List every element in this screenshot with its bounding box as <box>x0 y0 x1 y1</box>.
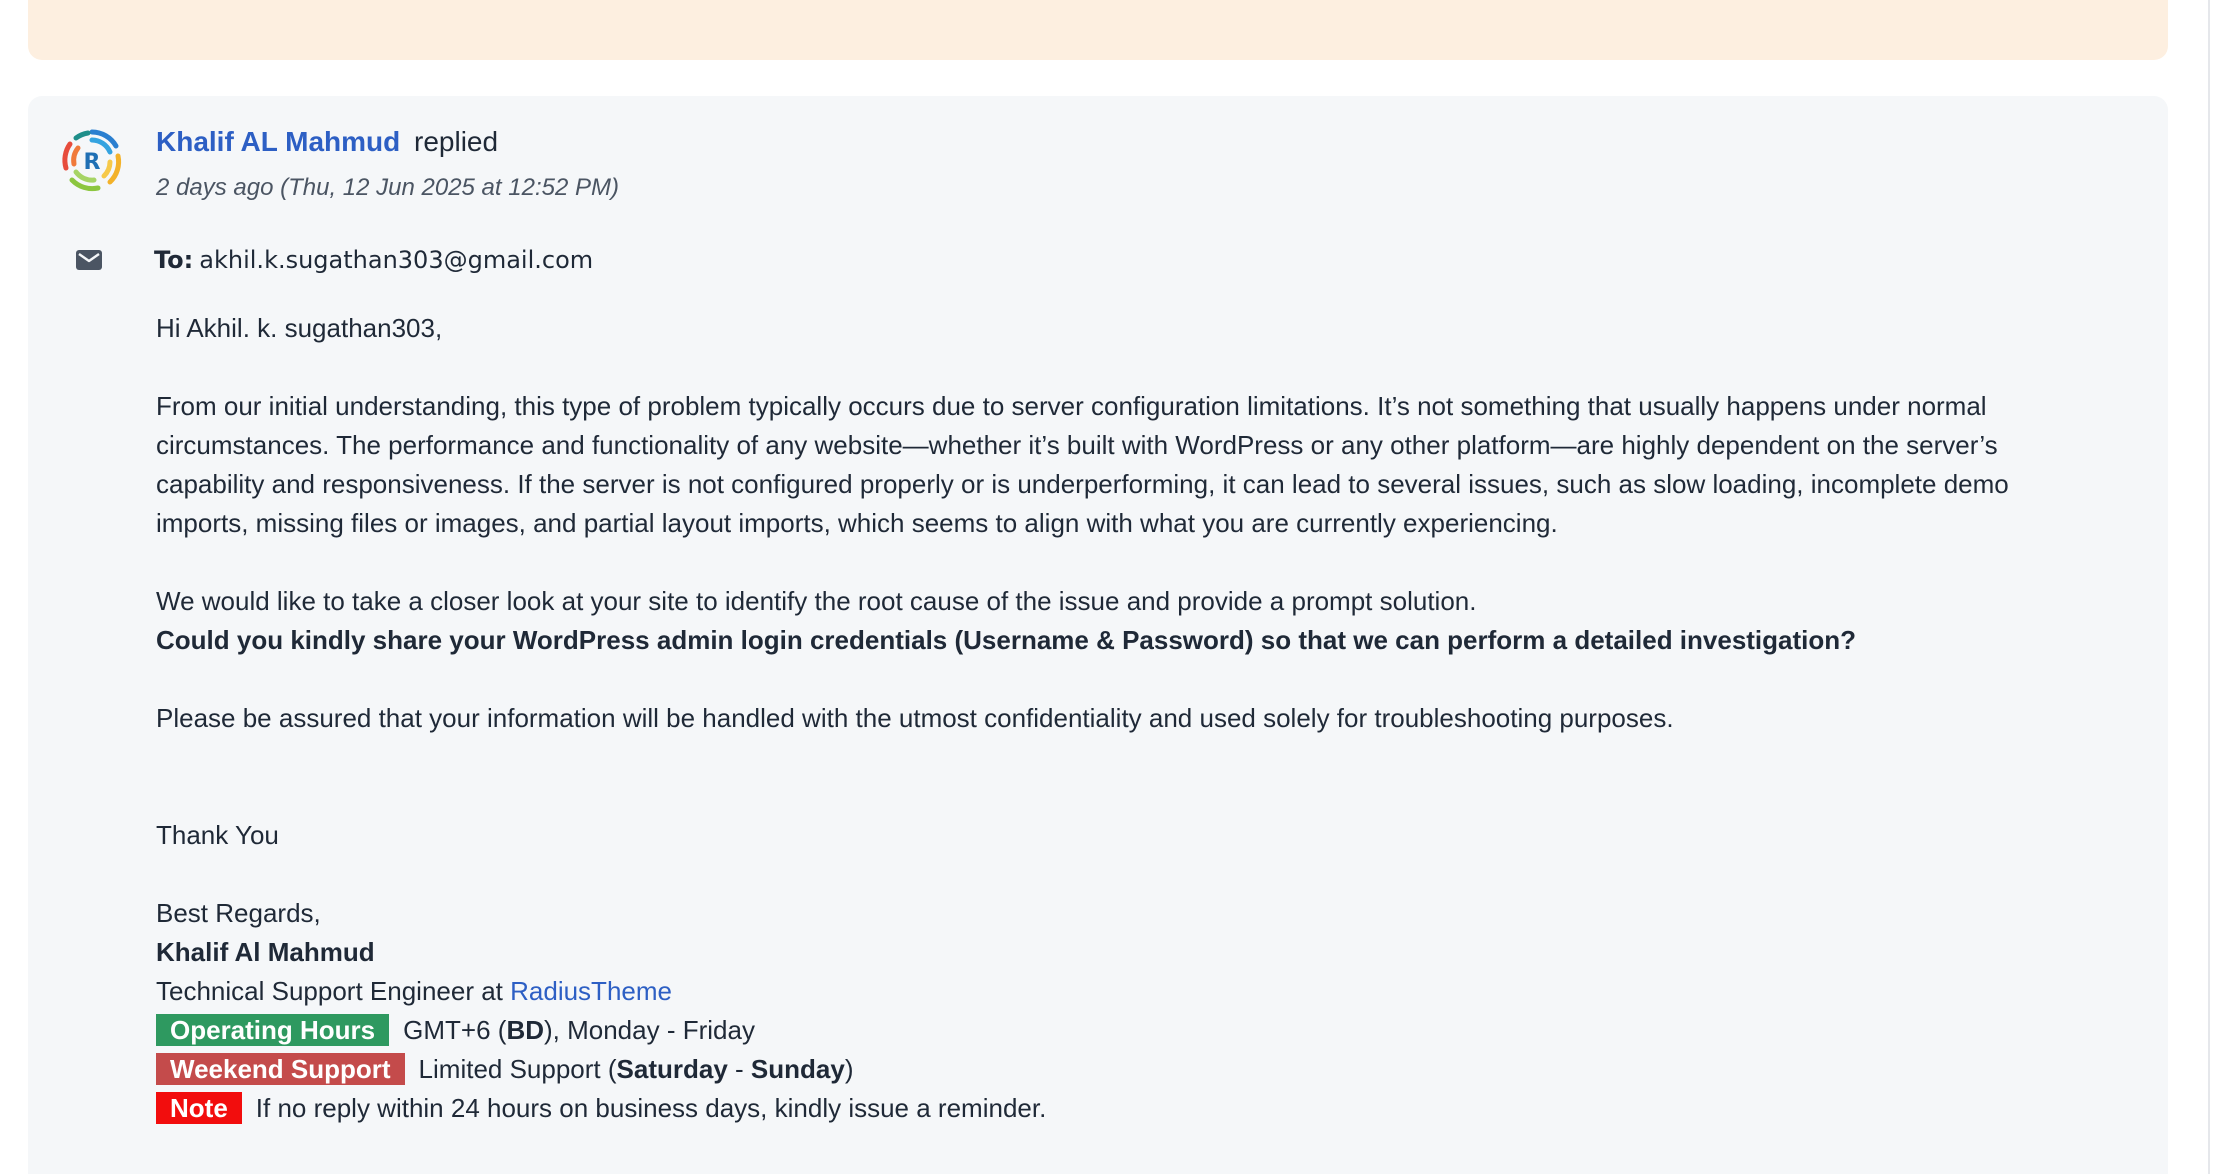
paragraph-1 <box>156 387 2056 543</box>
radiustheme-logo-icon <box>58 126 126 194</box>
signature <box>156 894 2056 1128</box>
operating-hours-badge: Operating Hours <box>156 1014 389 1046</box>
role-prefix: Technical Support Engineer at <box>156 976 503 1006</box>
paragraph-1-line: imports, missing files or images, and partial layout imports, which seems to align with what you are currently experiencing. <box>156 508 1558 538</box>
weekend-day-end: Sunday <box>750 1054 845 1084</box>
weekend-support-line <box>156 1050 2056 1089</box>
hours-days: ), Monday - Friday <box>544 1015 755 1045</box>
weekend-sep: - <box>727 1054 751 1084</box>
greeting: Hi Akhil. k. sugathan303, <box>156 313 443 343</box>
paragraph-1-line: From our initial understanding, this type of problem typically occurs due to server configuration limitations. It’s not something that usually happens under normal <box>156 391 1987 421</box>
thanks-line: Thank You <box>156 820 279 850</box>
operating-hours-line <box>156 1011 2056 1050</box>
company-link[interactable]: RadiusTheme <box>510 976 672 1006</box>
avatar-letter: R <box>83 150 101 175</box>
envelope-icon <box>76 250 102 270</box>
note-line <box>156 1089 2056 1128</box>
reply-action: replied <box>414 126 499 157</box>
reply-header <box>156 124 498 160</box>
reply-timestamp: 2 days ago (Thu, 12 Jun 2025 at 12:52 PM) <box>156 174 619 201</box>
scrollbar-track[interactable] <box>2208 0 2210 1174</box>
page-edge <box>2210 0 2216 1174</box>
paragraph-2-text: We would like to take a closer look at your site to identify the root cause of the issue and provide a prompt solution. <box>156 586 1477 616</box>
recipient-line <box>154 244 593 276</box>
credentials-request: Could you kindly share your WordPress admin login credentials (Username & Password) so that we can perform a detailed investigation? <box>156 625 1857 655</box>
notice-banner <box>28 0 2168 60</box>
hours-tz: GMT+6 ( <box>403 1015 507 1045</box>
signature-role <box>156 972 2056 1011</box>
paragraph-1-line: circumstances. The performance and functionality of any website—whether it’s built with WordPress or any other platform—are highly dependent on the server’s <box>156 430 1998 460</box>
signature-name: Khalif Al Mahmud <box>156 937 375 967</box>
paragraph-2 <box>156 582 2056 660</box>
hours-tz-bold: BD <box>506 1015 544 1045</box>
note-text: If no reply within 24 hours on business days, kindly issue a reminder. <box>255 1093 1047 1123</box>
weekend-day-start: Saturday <box>616 1054 728 1084</box>
weekend-support-badge: Weekend Support <box>156 1053 405 1085</box>
recipient-email: akhil.k.sugathan303@gmail.com <box>199 246 594 274</box>
to-label: To: <box>154 246 194 274</box>
paragraph-1-line: capability and responsiveness. If the server is not configured properly or is underperforming, it can lead to several issues, such as slow loading, incomplete demo <box>156 469 2009 499</box>
note-badge: Note <box>156 1092 242 1124</box>
weekend-prefix: Limited Support ( <box>418 1054 617 1084</box>
paragraph-3: Please be assured that your information will be handled with the utmost confidentiality and used solely for troubleshooting purposes. <box>156 703 1674 733</box>
author-name-link[interactable]: Khalif AL Mahmud <box>156 126 401 157</box>
weekend-suffix: ) <box>844 1054 854 1084</box>
regards-line: Best Regards, <box>156 898 321 928</box>
